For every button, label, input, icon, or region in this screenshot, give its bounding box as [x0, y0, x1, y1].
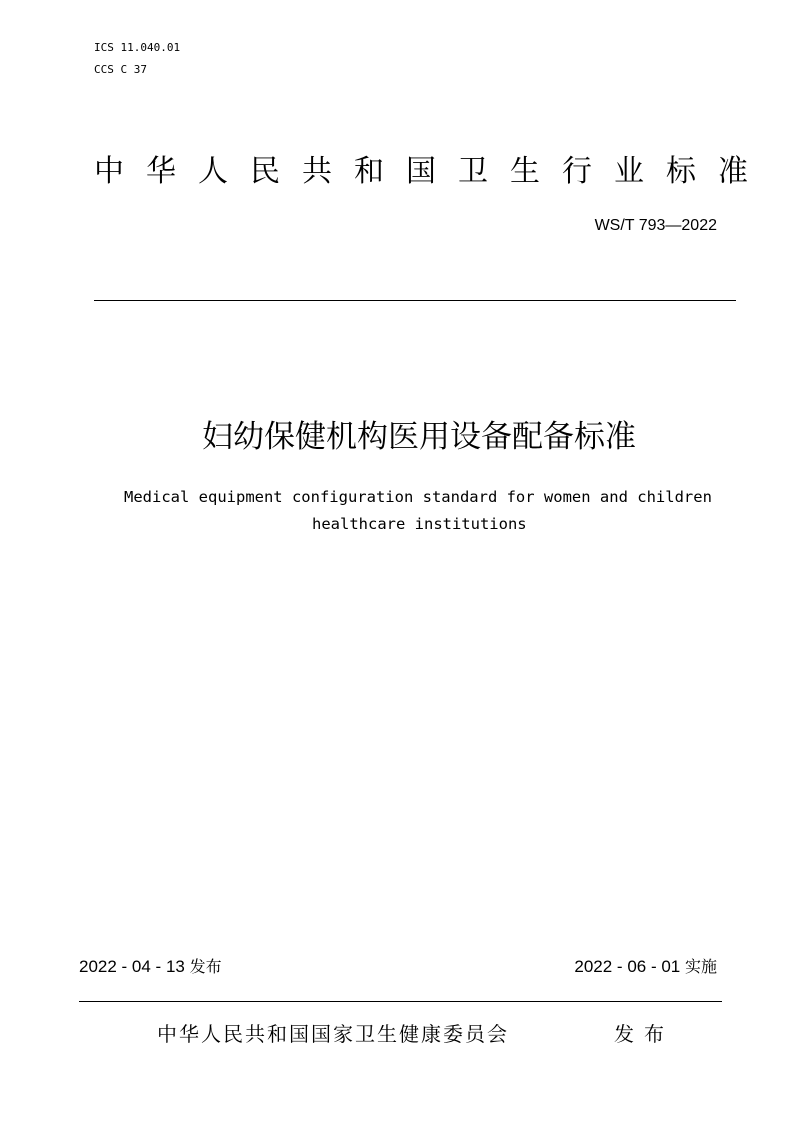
document-title-en-line2: healthcare institutions	[312, 515, 527, 533]
standard-number: WS/T 793—2022	[594, 217, 717, 234]
implement-label: 实施	[684, 957, 717, 976]
issue-date: 2022 - 04 - 13	[79, 957, 185, 976]
issue-date-block	[79, 956, 222, 978]
footer-divider	[79, 1001, 722, 1002]
publisher-name: 中华人民共和国国家卫生健康委员会	[157, 1022, 509, 1046]
header-divider	[94, 300, 736, 301]
standard-type-title: 中华人民共和国卫生行业标准	[94, 154, 770, 189]
ccs-code: CCS C 37	[94, 63, 147, 76]
ics-code: ICS 11.040.01	[94, 41, 181, 54]
implement-date: 2022 - 06 - 01	[574, 957, 681, 976]
document-title-cn: 妇幼保健机构医用设备配备标准	[202, 419, 636, 455]
document-title-en-line1: Medical equipment configuration standard for women and children	[124, 488, 712, 506]
implement-date-block	[574, 956, 717, 978]
issue-label: 发布	[189, 957, 222, 976]
publish-label: 发布	[614, 1022, 674, 1046]
